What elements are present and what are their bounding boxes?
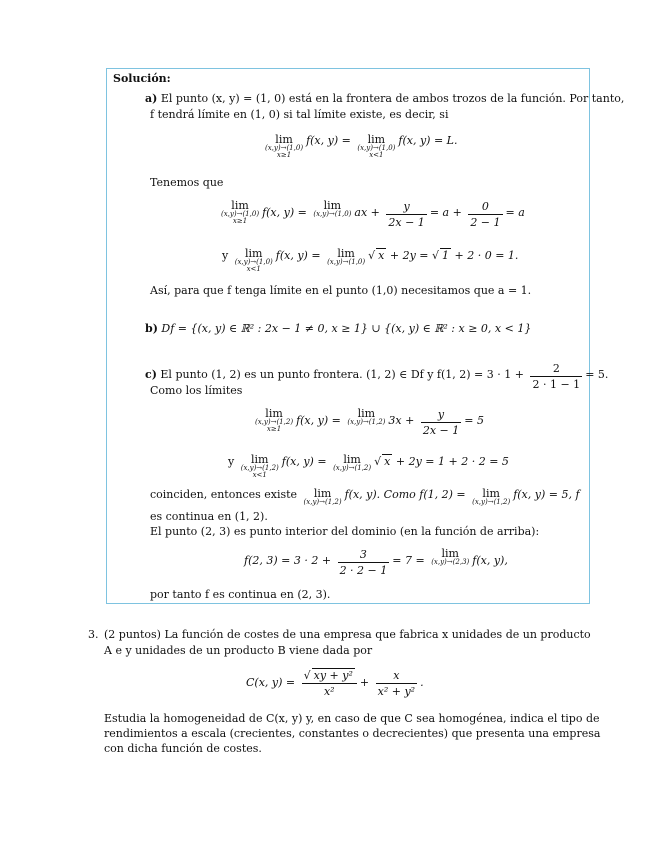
interior-line: El punto (2, 3) es punto interior del dominio (en la función de arriba): [150, 525, 540, 538]
problem3-line1: (2 puntos) La función de costes de una empresa que fabrica x unidades de un producto [104, 628, 591, 641]
continua-line1: es continua en (1, 2). [150, 510, 268, 523]
part-c-line2: Como los límites [150, 384, 243, 397]
equation-a2: lim (x,y)→(1,0) x≥1 f(x, y) = lim (x,y)→(1,0) ax + $\frac{y}{2x - 1}$ = a + $\frac{0}{2 - 1}$ = a [221, 199, 525, 229]
equation-c2: y lim (x,y)→(1,2) x<1 f(x, y) = lim (x,y)→(1,2) √ x + 2y = 1 + 2 · 2 = 5 [228, 453, 509, 479]
cost-equation: C(x, y) = $\frac{\text{√ xy + y²}}{\text{x²}}$ + $\frac{x}{\text{x² + y²}}$ . [246, 668, 424, 698]
continua-line2: por tanto f es continua en (2, 3). [150, 588, 331, 601]
coinciden-line: coinciden, entonces existe lim (x,y)→(1,2) f(x, y). Como f(1, 2) = lim (x,y)→(1,2) f(x, y) = 5, f [150, 487, 580, 506]
equation-a1: lim (x,y)→(1,0) x≥1 f(x, y) = lim (x,y)→(1,0) x<1 f(x, y) = L. [265, 133, 458, 159]
problem3-line2: A e y unidades de un producto B viene dada por [104, 644, 373, 657]
equation-c1: lim (x,y)→(1,2) x≥1 f(x, y) = lim (x,y)→(1,2) 3x + $\frac{y}{2x - 1}$ = 5 [255, 407, 484, 437]
part-a-line2: f tendrá límite en (1, 0) si tal límite existe, es decir, si [150, 108, 449, 121]
equation-c3: f(2, 3) = 3 · 2 + $\frac{3}{2 \cdot 2 - 1}$ = 7 = lim (x,y)→(2,3) f(x, y), [244, 547, 508, 577]
part-a-conclusion: Así, para que f tenga límite en el punto (1,0) necesitamos que a = 1. [150, 284, 532, 297]
problem3-text3: con dicha función de costes. [104, 742, 262, 755]
tenemos-text: Tenemos que [150, 176, 224, 189]
solution-heading: Solución: [113, 72, 171, 85]
part-a-line1: a) El punto (x, y) = (1, 0) está en la frontera de ambos trozos de la función. Por tanto, [145, 92, 625, 105]
problem3-text1: Estudia la homogeneidad de C(x, y) y, en caso de que C sea homogénea, indica el tipo de [104, 712, 600, 725]
part-c-line1: c) El punto (1, 2) es un punto frontera. (1, 2) ∈ Df y f(1, 2) = 3 · 1 + $\frac{2}{2 \cdot 1 - 1}$ = 5. [145, 362, 609, 391]
problem3-text2: rendimientos a escala (crecientes, constantes o decrecientes) que presenta una empresa [104, 727, 601, 740]
part-b: b) Df = {(x, y) ∈ ℝ² : 2x − 1 ≠ 0, x ≥ 1} ∪ {(x, y) ∈ ℝ² : x ≥ 0, x < 1} [145, 322, 532, 335]
equation-a3: y lim (x,y)→(1,0) x<1 f(x, y) = lim (x,y)→(1,0) √ x + 2y = √ 1 + 2 · 0 = 1. [222, 247, 519, 273]
problem3-number: 3. [88, 628, 99, 641]
